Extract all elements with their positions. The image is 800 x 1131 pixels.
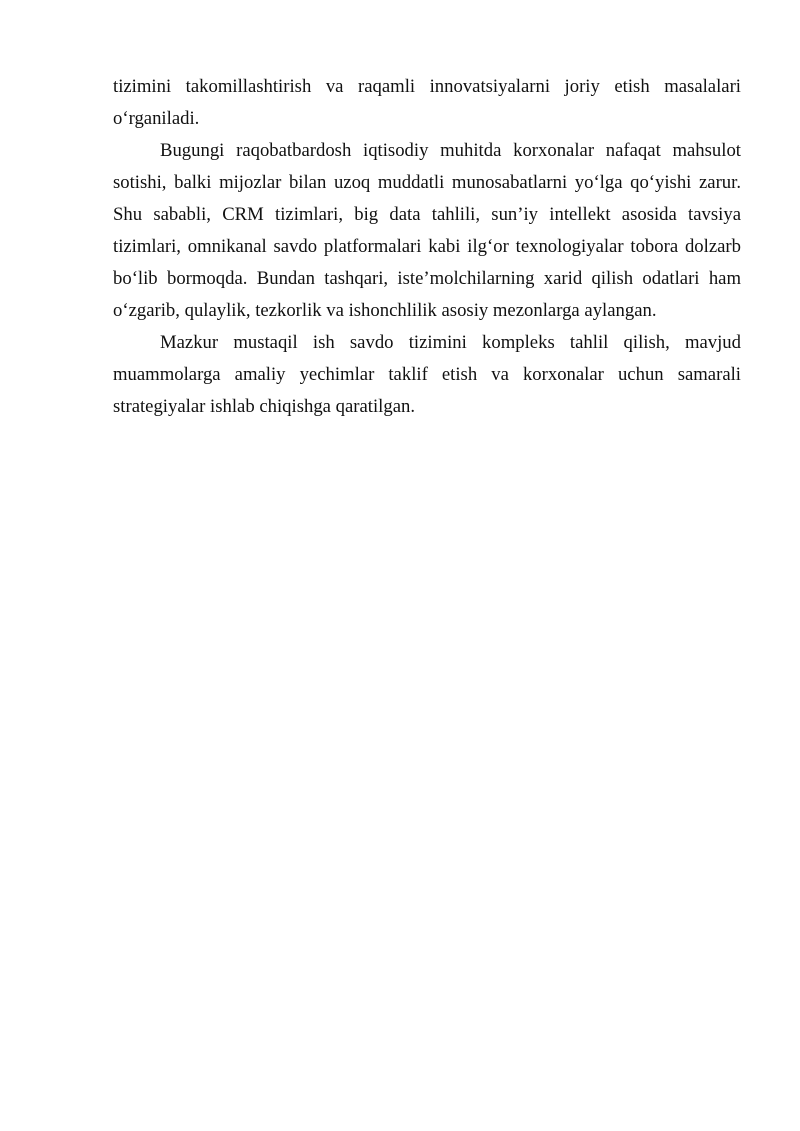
- document-body: [113, 71, 741, 423]
- paragraph-modern-trade-technologies: Bugungi raqobatbardosh iqtisodiy muhitda korxonalar nafaqat mahsulot sotishi, balki mijozlar bilan uzoq muddatli munosabatlarni yo‘lga qo‘yishi zarur. Shu sababli, CRM tizimlari, big data tahlili, sun’iy intellekt asosida tavsiya tizimlari, omnikanal savdo platformalari kabi ilg‘or texnologiyalar tobora dolzarb bo‘lib bormoqda. Bundan tashqari, iste’molchilarning xarid qilish odatlari ham o‘zgarib, qulaylik, tezkorlik va ishonchlilik asosiy mezonlarga aylangan.: [113, 140, 741, 321]
- paragraph-work-purpose: Mazkur mustaqil ish savdo tizimini kompleks tahlil qilish, mavjud muammolarga amaliy yechimlar taklif etish va korxonalar uchun samarali strategiyalar ishlab chiqishga qaratilgan.: [113, 332, 741, 417]
- paragraph-continuation: tizimini takomillashtirish va raqamli innovatsiyalarni joriy etish masalalari o‘rganiladi.: [113, 76, 741, 129]
